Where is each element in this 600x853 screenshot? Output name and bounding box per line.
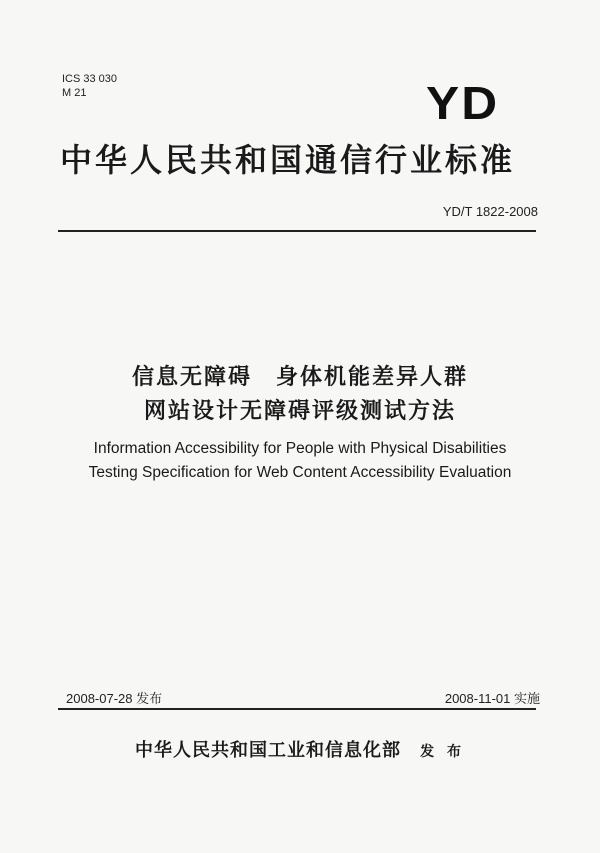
class-code: M 21	[62, 87, 87, 99]
classification-codes	[62, 72, 117, 100]
yd-logo: YD	[426, 77, 500, 129]
document-title-cn-line2: 网站设计无障碍评级测试方法	[143, 399, 456, 424]
publisher-verb: 发 布	[420, 744, 465, 760]
standard-title: 中华人民共和国通信行业标准	[60, 141, 516, 179]
implementation-date: 2008-11-01 实施	[444, 691, 540, 706]
document-title-en-line1: Information Accessibility for People with Physical Disabilities	[93, 440, 507, 457]
document-title-en-line2: Testing Specification for Web Content Accessibility Evaluation	[88, 464, 512, 481]
top-divider	[58, 230, 536, 232]
publisher-name: 中华人民共和国工业和信息化部	[135, 740, 402, 761]
standard-number: YD/T 1822-2008	[442, 204, 538, 219]
document-title-cn-line1: 信息无障碍 身体机能差异人群	[131, 365, 468, 390]
issue-date: 2008-07-28 发布	[66, 691, 163, 706]
bottom-divider	[58, 708, 536, 710]
publisher	[0, 736, 600, 762]
ics-code: ICS 33 030	[62, 73, 118, 85]
